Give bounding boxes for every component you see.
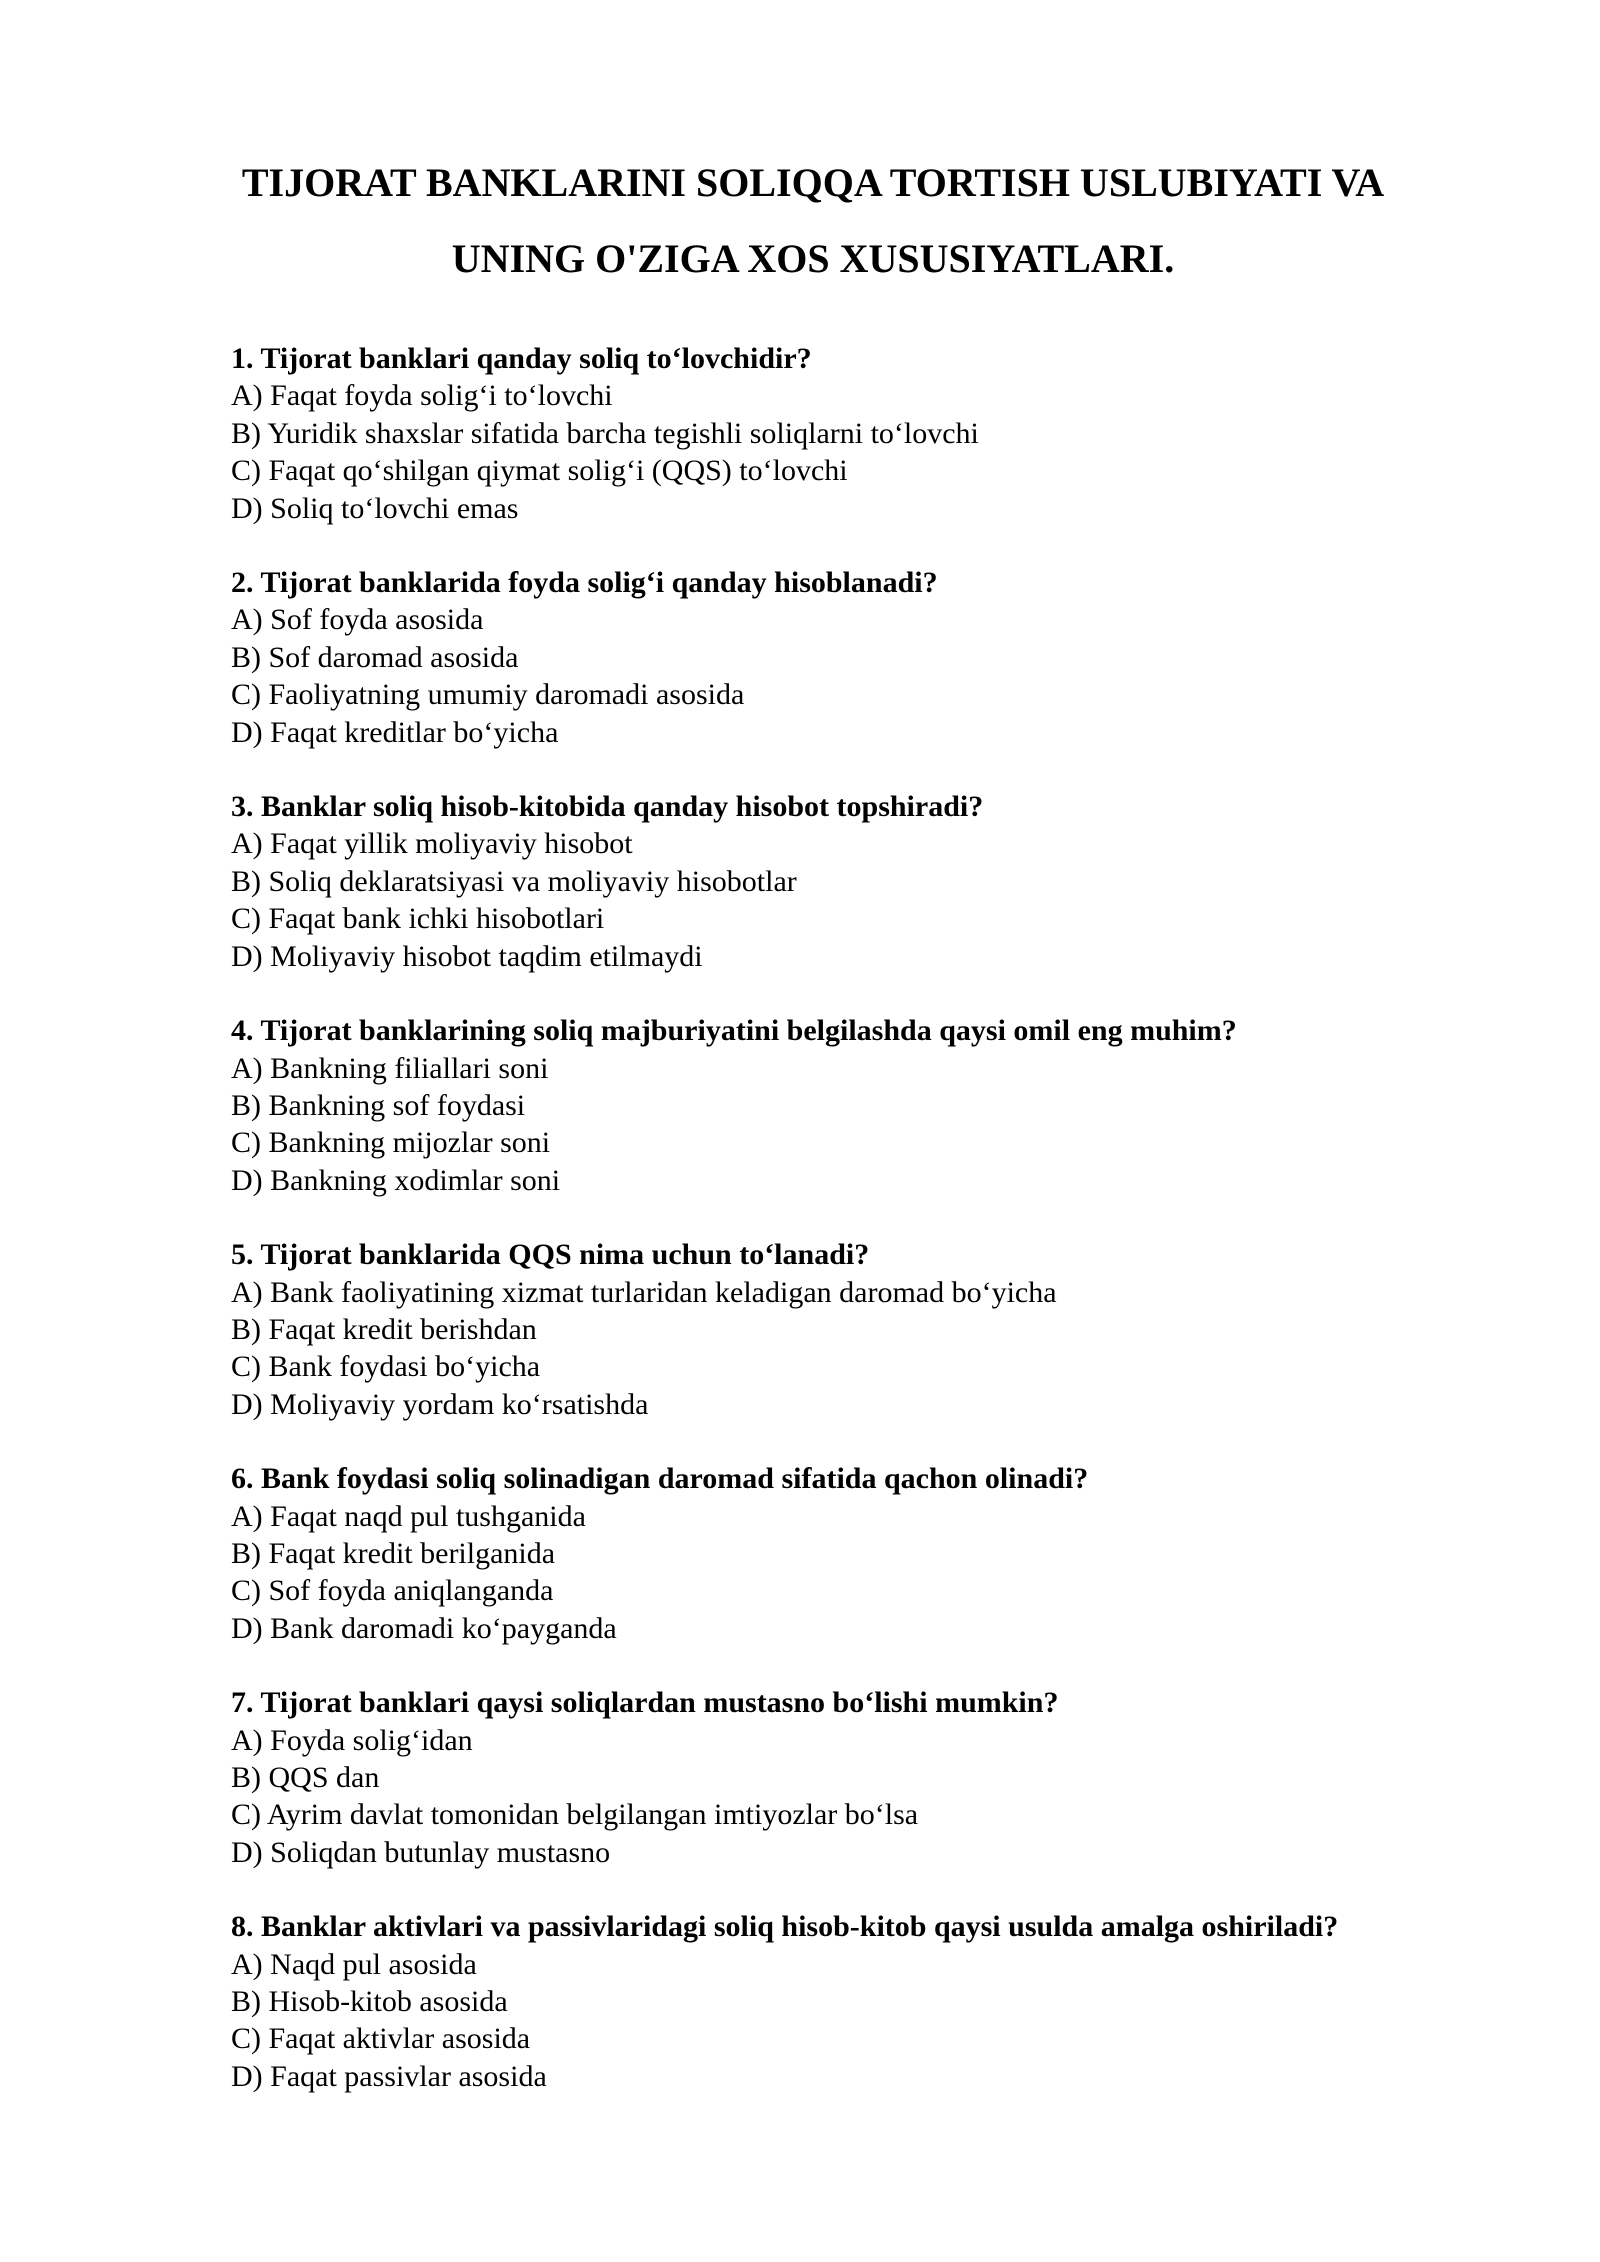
option-c: C) Sof foyda aniqlanganda xyxy=(231,1574,554,1608)
question-4 xyxy=(231,1012,1531,1199)
option-b: B) QQS dan xyxy=(231,1761,380,1794)
option-b: B) Bankning sof foydasi xyxy=(231,1088,526,1122)
option-a: A) Foyda solig‘idan xyxy=(231,1723,473,1757)
option-a: A) Bankning filiallari soni xyxy=(231,1051,549,1085)
option-c: C) Faqat aktivlar asosida xyxy=(231,2022,531,2056)
answer-options xyxy=(231,1722,1531,1872)
option-d: D) Moliyaviy yordam ko‘rsatishda xyxy=(231,1387,649,1421)
option-d: D) Faqat kreditlar bo‘yicha xyxy=(231,715,559,749)
option-c: C) Bank foydasi bo‘yicha xyxy=(231,1350,541,1384)
question-text: 4. Tijorat banklarining soliq majburiyatini belgilashda qaysi omil eng muhim? xyxy=(231,1014,1237,1048)
question-text: 8. Banklar aktivlari va passivlaridagi soliq hisob-kitob qaysi usulda amalga oshiriladi? xyxy=(231,1910,1339,1944)
option-c: C) Faqat bank ichki hisobotlari xyxy=(231,902,605,936)
option-a: A) Sof foyda asosida xyxy=(231,603,484,637)
question-list xyxy=(231,340,1531,2132)
page-title xyxy=(0,145,1600,297)
question-7 xyxy=(231,1684,1531,1871)
answer-options xyxy=(231,1498,1531,1648)
option-a: A) Faqat yillik moliyaviy hisobot xyxy=(231,827,633,861)
option-b: B) Faqat kredit berilganida xyxy=(231,1536,556,1570)
answer-options xyxy=(231,1946,1531,2096)
option-b: B) Faqat kredit berishdan xyxy=(231,1312,537,1346)
option-c: C) Bankning mijozlar soni xyxy=(231,1126,551,1160)
question-text: 2. Tijorat banklarida foyda solig‘i qanday hisoblanadi? xyxy=(231,566,938,600)
answer-options xyxy=(231,601,1531,751)
option-b: B) Soliq deklaratsiyasi va moliyaviy hisobotlar xyxy=(231,864,797,898)
question-2 xyxy=(231,564,1531,751)
option-c: C) Faqat qo‘shilgan qiymat solig‘i (QQS) to‘lovchi xyxy=(231,454,848,488)
option-d: D) Bank daromadi ko‘payganda xyxy=(231,1611,617,1645)
question-5 xyxy=(231,1236,1531,1423)
option-c: C) Ayrim davlat tomonidan belgilangan imtiyozlar bo‘lsa xyxy=(231,1798,919,1832)
question-3 xyxy=(231,788,1531,975)
option-b: B) Sof daromad asosida xyxy=(231,640,519,674)
answer-options xyxy=(231,1050,1531,1200)
question-1 xyxy=(231,340,1531,527)
option-d: D) Faqat passivlar asosida xyxy=(231,2059,547,2093)
option-c: C) Faoliyatning umumiy daromadi asosida xyxy=(231,678,745,712)
question-text: 6. Bank foydasi soliq solinadigan daromad sifatida qachon olinadi? xyxy=(231,1462,1089,1496)
question-8 xyxy=(231,1908,1531,2095)
answer-options xyxy=(231,1274,1531,1424)
option-d: D) Soliq to‘lovchi emas xyxy=(231,491,519,525)
option-a: A) Faqat foyda solig‘i to‘lovchi xyxy=(231,379,613,413)
option-d: D) Soliqdan butunlay mustasno xyxy=(231,1835,611,1869)
option-b: B) Yuridik shaxslar sifatida barcha tegishli soliqlarni to‘lovchi xyxy=(231,416,979,450)
option-b: B) Hisob-kitob asosida xyxy=(231,1985,508,2019)
option-d: D) Moliyaviy hisobot taqdim etilmaydi xyxy=(231,939,703,973)
answer-options xyxy=(231,377,1531,527)
question-text: 7. Tijorat banklari qaysi soliqlardan mustasno bo‘lishi mumkin? xyxy=(231,1686,1059,1720)
option-a: A) Naqd pul asosida xyxy=(231,1947,477,1981)
option-a: A) Faqat naqd pul tushganida xyxy=(231,1499,586,1533)
question-6 xyxy=(231,1460,1531,1647)
title-line-1: TIJORAT BANKLARINI SOLIQQA TORTISH USLUBIYATI VA xyxy=(241,160,1385,205)
option-d: D) Bankning xodimlar soni xyxy=(231,1163,561,1197)
question-text: 5. Tijorat banklarida QQS nima uchun to‘lanadi? xyxy=(231,1238,870,1272)
option-a: A) Bank faoliyatining xizmat turlaridan keladigan daromad bo‘yicha xyxy=(231,1275,1057,1309)
question-text: 1. Tijorat banklari qanday soliq to‘lovchidir? xyxy=(231,342,812,375)
question-text: 3. Banklar soliq hisob-kitobida qanday hisobot topshiradi? xyxy=(231,790,984,824)
title-line-2: UNING O'ZIGA XOS XUSUSIYATLARI. xyxy=(451,236,1175,281)
answer-options xyxy=(231,825,1531,975)
